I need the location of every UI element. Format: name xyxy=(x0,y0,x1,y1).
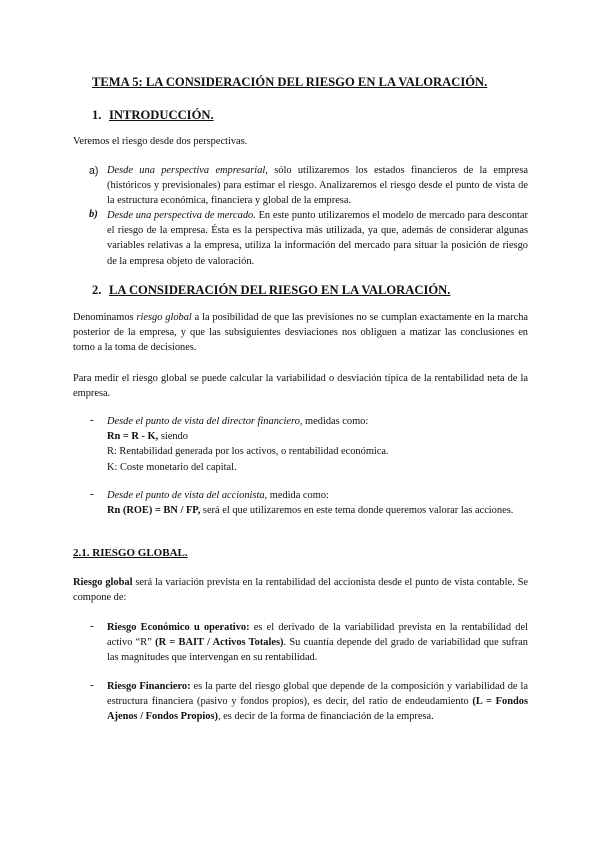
riesgo-economico-item xyxy=(107,620,528,666)
text-run: Denominamos xyxy=(73,312,137,323)
text-run: medidas como: xyxy=(302,416,369,427)
text-run: . Su cuantía depende del grado de variabilidad que sufran las magnitudes que intervengan en su rentabilidad. xyxy=(107,637,528,664)
perspective-mercado-item xyxy=(107,208,528,269)
perspective-empresarial-item xyxy=(107,163,528,209)
list-marker-a: a) xyxy=(89,165,99,177)
section-2-number: 2. xyxy=(92,283,102,297)
section-1-heading xyxy=(92,108,214,123)
definition-r: R: Rentabilidad generada por los activos, o rentabilidad económica. xyxy=(107,446,389,458)
text-run: siendo xyxy=(158,431,188,443)
text-run: será el que utilizaremos en este tema donde queremos valorar las acciones. xyxy=(200,505,514,517)
riesgo-global-measure: Para medir el riesgo global se puede calcular la variabilidad o desviación típica de la rentabilidad neta de la empresa. xyxy=(73,373,528,400)
item-lead: Desde una perspectiva de mercado. xyxy=(107,210,256,221)
item-lead: Desde una perspectiva empresarial, xyxy=(107,165,268,176)
bullet-dash: - xyxy=(90,488,94,500)
bullet-dash: - xyxy=(90,620,94,632)
formula-rn: Rn = R - K, xyxy=(107,431,159,443)
text-run: es la parte del riesgo global que depende de la composición y variabilidad de la estructura financiera (pasivo y fondos propios), es decir, del ratio de endeudamiento xyxy=(107,681,528,708)
section-2-heading xyxy=(92,283,450,298)
section-2-title: LA CONSIDERACIÓN DEL RIESGO EN LA VALORACIÓN. xyxy=(109,283,451,297)
term-riesgo-global: Riesgo global xyxy=(73,577,133,588)
item-lead: Desde el punto de vista del director financiero, xyxy=(107,416,303,427)
section-1-title: INTRODUCCIÓN. xyxy=(109,108,214,122)
text-run: es el derivado de la variabilidad prevista en la rentabilidad del activo “R” xyxy=(107,622,528,649)
formula-l: (L = Fondos Ajenos / Fondos Propios) xyxy=(107,696,528,723)
bullet-dash: - xyxy=(90,679,94,691)
item-text: En este punto utilizaremos el modelo de mercado para descontar el riesgo de la empresa. Ésta es la perspectiva más utilizada, ya que, además de considerar algunas variables relativas a la empresa, utiliza la información del mercado para situar la posición de riesgo de la empresa objeto de valoración. xyxy=(107,210,528,267)
section-2-1-heading: 2.1. RIESGO GLOBAL. xyxy=(73,547,188,559)
definition-k: K: Coste monetario del capital. xyxy=(107,461,237,473)
item-text: sólo utilizaremos los estados financieros de la empresa (históricos y previsionales) para estimar el riesgo. Analizaremos el riesgo desde el punto de vista de la estructura económica, financiera y global de la empresa. xyxy=(107,165,528,207)
director-financiero-item xyxy=(107,414,528,475)
bullet-line xyxy=(107,488,528,503)
riesgo-global-definition xyxy=(73,310,528,356)
text-run: será la variación prevista en la rentabilidad del accionista desde el punto de vista contable. Se compone de: xyxy=(73,577,528,604)
section-1-number: 1. xyxy=(92,108,102,122)
formula-roe: Rn (ROE) = BN / FP, xyxy=(107,505,201,517)
riesgo-global-description xyxy=(73,575,528,605)
formula-line xyxy=(107,429,528,444)
item-lead: Riesgo Económico u operativo: xyxy=(107,622,250,633)
section-1-intro: Veremos el riesgo desde dos perspectivas. xyxy=(73,136,248,147)
text-run: a la posibilidad de que las previsiones no se cumplan exactamente en la marcha posterior de la empresa, y que las subsiguientes desviaciones nos obliguen a matizar las conclusiones en torno a la toma de decisiones. xyxy=(73,312,528,354)
riesgo-financiero-item xyxy=(107,679,528,725)
list-marker-b: b) xyxy=(89,209,98,220)
bullet-line xyxy=(107,414,528,429)
text-run: medida como: xyxy=(267,490,329,501)
item-lead: Desde el punto de vista del accionista, xyxy=(107,490,268,501)
formula-line xyxy=(107,503,528,518)
formula-r: (R = BAIT / Activos Totales) xyxy=(155,637,284,649)
accionista-item xyxy=(107,488,528,518)
text-run: , es decir de la forma de financiación de la empresa. xyxy=(217,711,434,723)
document-title: TEMA 5: LA CONSIDERACIÓN DEL RIESGO EN LA VALORACIÓN. xyxy=(92,75,488,89)
term-riesgo-global: riesgo global xyxy=(136,312,192,323)
item-lead: Riesgo Financiero: xyxy=(107,681,191,692)
bullet-dash: - xyxy=(90,414,94,426)
